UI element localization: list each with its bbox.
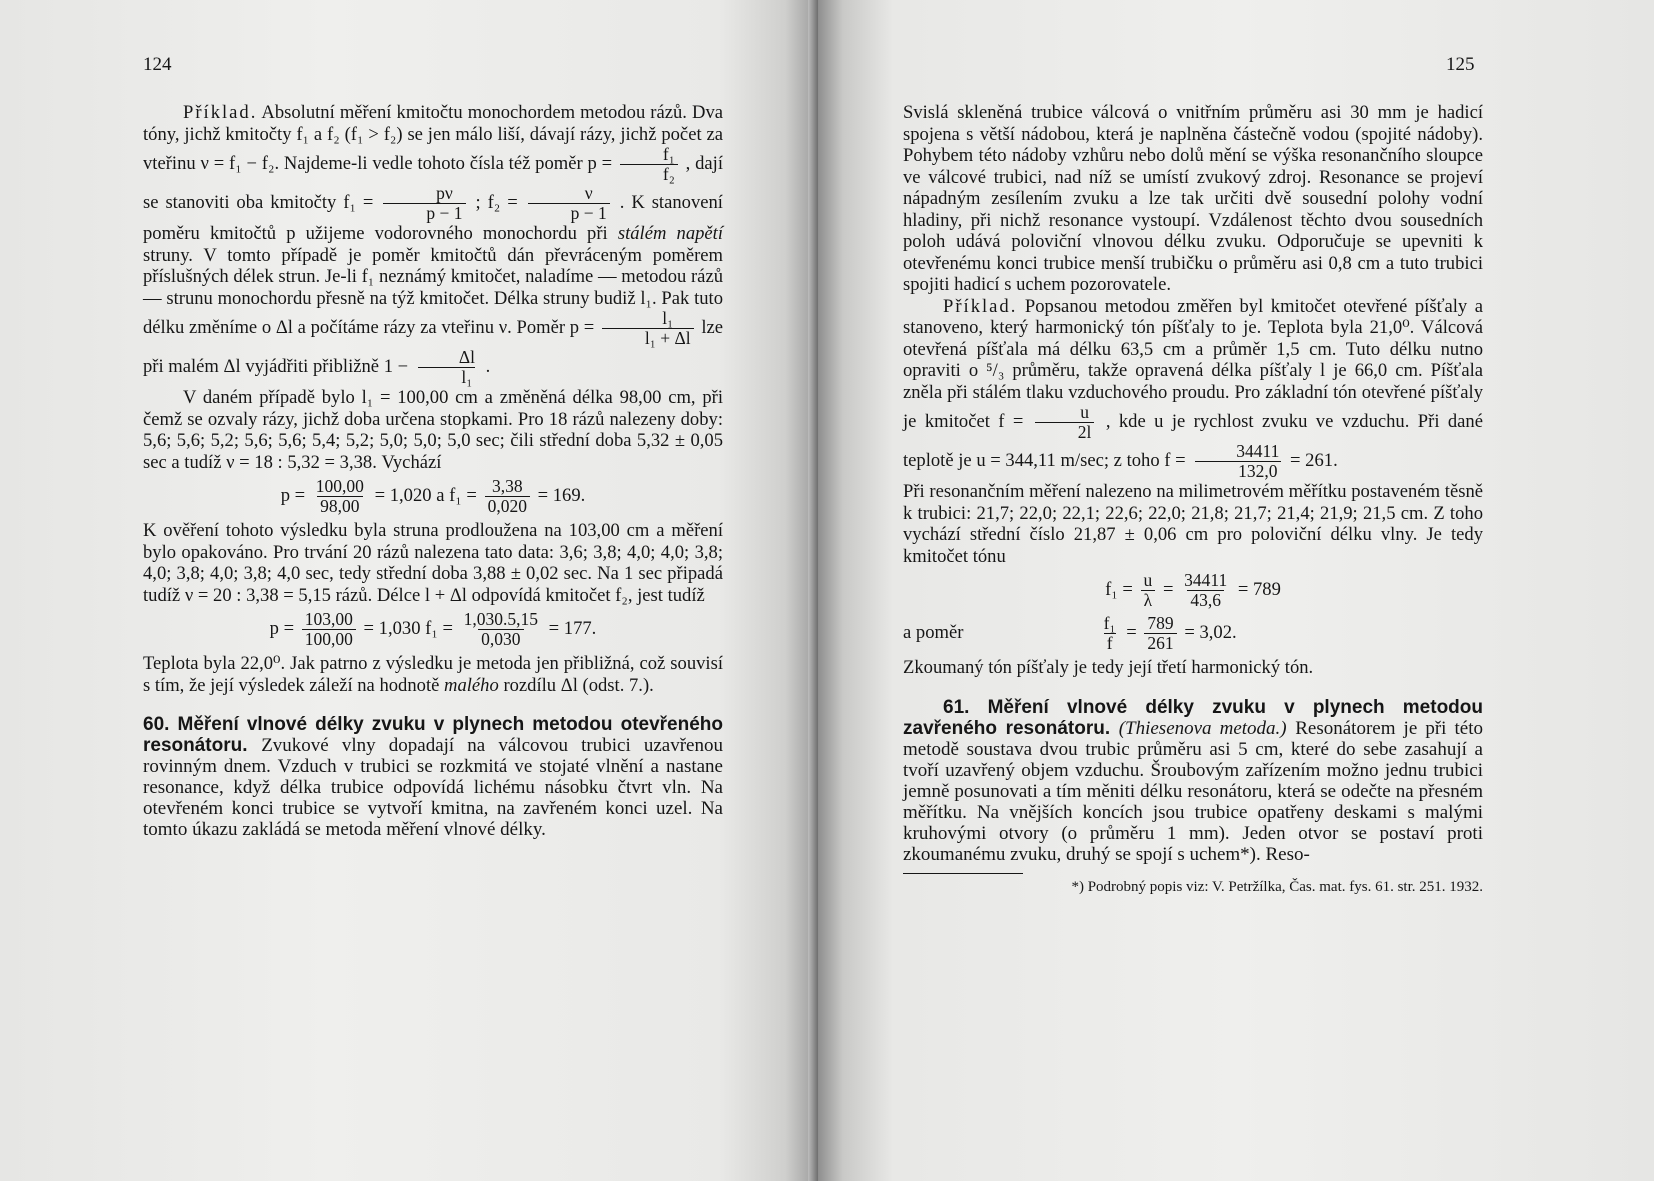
denominator: 100,00 xyxy=(302,629,356,649)
numerator: Δl xyxy=(458,347,475,367)
section-60 xyxy=(143,714,723,840)
numerator: 34411 xyxy=(1184,570,1228,590)
denominator: 132,0 xyxy=(1195,461,1280,481)
formula-f1 xyxy=(343,183,475,223)
denominator: l₁ xyxy=(418,367,475,387)
fraction xyxy=(1144,614,1176,653)
denominator: l₁ + Δl xyxy=(602,328,694,348)
italic-term: malého xyxy=(444,674,499,696)
page-number-right: 125 xyxy=(1446,54,1475,75)
fraction xyxy=(1035,403,1095,442)
fraction xyxy=(1101,614,1119,653)
text-run: Popsanou metodou změřen byl kmitočet otevřené píšťaly a stanoveno, který harmonický tón píšťaly to je. Teplota byla 21,0⁰. Válcová otevřená píšťala má délku 63,5 cm a průměr 1,5 cm. Tuto délku nutno opraviti o ⁵/₃ průměru, takže opravená délka píšťaly l je 66,0 cm. Píšťala zněla při stálém tlaku vzduchového proudu. Pro základní tón otevřené píšťaly je kmitočet xyxy=(903,295,1483,432)
formula-middle: = xyxy=(1126,621,1137,643)
conclusion-paragraph: Zkoumaný tón píšťaly je tedy její třetí harmonický tón. xyxy=(903,657,1314,678)
equation-ratio xyxy=(903,614,1483,653)
fraction xyxy=(461,610,541,649)
numerator: ν xyxy=(584,183,593,203)
formula-ratio-p xyxy=(587,144,685,184)
formula-fundamental xyxy=(998,402,1106,442)
formula-lhs: p = xyxy=(280,484,306,506)
formula-rhs: = 169. xyxy=(537,484,586,506)
example-paragraph xyxy=(143,102,723,387)
section-heading: 60. Měření vlnové délky zvuku v plynech metodou otevřeného resonátoru. xyxy=(143,714,723,756)
formula-lhs: f₁ = xyxy=(343,191,374,213)
formula-f2 xyxy=(475,183,619,223)
denominator: 261 xyxy=(1144,633,1176,653)
text-run: struny. V tomto případě je poměr kmitočtů dán převráceným poměrem příslušných délek strun. Je-li f₁ neznámý kmitočet, naladíme — metodou rázů — strunu monochordu přesně na týž kmitočet. Délka struny budiž l₁. Pak tuto délku změníme o Δl a počítáme rázy za vteřinu ν. Poměr xyxy=(143,244,723,338)
left-page xyxy=(0,0,818,1181)
numerator: f₁ xyxy=(1103,613,1116,633)
page-number-left: 124 xyxy=(143,54,172,75)
example-label: Příklad. xyxy=(183,102,258,123)
fraction xyxy=(485,477,530,516)
footnote-rule xyxy=(903,873,1023,874)
fraction xyxy=(383,184,465,223)
denominator: 43,6 xyxy=(1187,590,1224,610)
text-run: Teplota byla 22,0⁰. Jak patrno z výsledku je metoda jen přibližná, což souvisí s tím, že její výsledek záleží na hodnotě xyxy=(143,653,723,696)
right-page xyxy=(818,0,1654,1181)
temperature-paragraph xyxy=(143,653,723,696)
denominator: 0,020 xyxy=(485,496,530,516)
fraction xyxy=(1193,442,1282,481)
equation-result-177 xyxy=(143,610,723,649)
numerator: 789 xyxy=(1147,613,1174,633)
text-run: , dají se stanoviti oba kmitočty xyxy=(143,152,723,213)
formula-rhs: = 789 xyxy=(1237,578,1281,600)
denominator: f xyxy=(1104,633,1116,653)
formula-middle: = xyxy=(1162,578,1174,600)
formula-approx xyxy=(383,347,486,387)
formula-rhs: = 177. xyxy=(548,617,597,639)
formula-ratio-l xyxy=(569,308,702,348)
formula-lhs: f = xyxy=(1164,449,1186,471)
text-run: rozdílu Δl (odst. 7.). xyxy=(503,674,654,696)
section-text: Zvukové vlny dopadají na válcovou trubici uzavřenou rovinným dnem. Vzduch v trubici se rozkmitá ve stojaté vlnění a nastane resonance, když délka trubice odpovídá lichému násobku čtvrt vln. Na otevřeném konci trubice se vytvoří kmitna, na zavřeném konci uzel. Na tomto úkazu zakládá se metoda měření vlnové délky. xyxy=(143,735,723,840)
denominator: p − 1 xyxy=(528,203,610,223)
formula-lhs: p = xyxy=(569,316,595,338)
right-text-column xyxy=(903,102,1483,896)
denominator: f₂ xyxy=(620,164,678,184)
text-run: . xyxy=(485,355,491,377)
resonance-paragraph: Při resonančním měření nalezeno na milimetrovém měřítku postaveném těsně k trubici: 21,7; 22,0; 22,1; 22,6; 22,0; 21,8; 21,7; 21,4; 21,9; 21,5 cm. Z toho vychází střední číslo 21,87 ± 0,06 cm pro poloviční délku vlny. Je tedy kmitočet tónu xyxy=(903,481,1483,567)
formula-lhs: p = xyxy=(269,617,295,639)
section-heading: 61. Měření vlnové délky zvuku v plynech metodou zavřeného resonátoru. xyxy=(903,696,1483,739)
formula-middle: = 1,030 f₁ = xyxy=(363,617,453,639)
numerator: u xyxy=(1080,402,1089,422)
formula-lhs: f = xyxy=(998,410,1024,432)
formula-lhs: 1 − xyxy=(383,355,409,377)
fraction xyxy=(528,184,610,223)
fraction xyxy=(302,610,356,649)
denominator: λ xyxy=(1141,590,1156,610)
section-text: Resonátorem je při této metodě soustava dvou trubic průměru asi 5 cm, které do sebe zasahují a tvoří uzavřený objem vzduchu. Šroubovým zařízením možno jednu trubici jemně posunovati a tím měniti délku resonátoru, která se odečte na přesném měřítku. Na vnějších koncích jsou trubice opatřeny deskami s malými kruhovými otvory (o průměru 1 mm). Jeden otvor se postaví proti zkoumanému zvuku, druhý se spojí s uchem*). Reso- xyxy=(903,717,1483,865)
numerator: 100,00 xyxy=(315,476,364,496)
footnote: *) Podrobný popis viz: V. Petržílka, Čas. mat. fys. 61. str. 251. 1932. xyxy=(1071,878,1483,895)
formula-f-261 xyxy=(1164,441,1338,481)
measurement-paragraph: V daném případě bylo l₁ = 100,00 cm a změněná délka 98,00 cm, při čemž se ozvaly rázy, jichž doba určena stopkami. Pro 18 rázů nalezeny doby: 5,6; 5,6; 5,2; 5,6; 5,6; 5,4; 5,2; 5,0; 5,0; 5,0 sec; čili střední doba 5,32 ± 0,05 sec a tudíž ν = 18 : 5,32 = 3,38. Vychází xyxy=(143,387,723,473)
formula-rhs: = 261. xyxy=(1290,449,1338,471)
left-text-column xyxy=(143,102,723,840)
equation-label: a poměr xyxy=(903,621,964,643)
fraction xyxy=(602,309,694,348)
numerator: l₁ xyxy=(662,308,674,328)
formula-lhs: ; f₂ = xyxy=(475,191,518,213)
formula-lhs: p = xyxy=(587,152,613,174)
italic-term: stálém napětí xyxy=(617,223,724,244)
equation-f1-789 xyxy=(903,571,1483,610)
example-label: Příklad. xyxy=(943,295,1018,317)
formula-lhs: f₁ = xyxy=(1105,578,1133,600)
text-run: , kde u je rychlost zvuku ve vzduchu. Při dané teplotě je u = 344,11 m/sec; z toho xyxy=(903,410,1483,471)
denominator: 0,030 xyxy=(478,629,523,649)
formula-middle: = 1,020 a f₁ = xyxy=(374,484,477,506)
section-method-name: (Thiesenova metoda.) xyxy=(1118,717,1287,739)
fraction xyxy=(1141,571,1156,610)
text-run: . K stanovení poměru kmitočtů p užijeme vodorovného monochordu při xyxy=(143,191,723,244)
denominator: 2l xyxy=(1035,422,1095,442)
numerator: f₁ xyxy=(662,144,675,164)
numerator: 1,030.5,15 xyxy=(463,609,538,629)
fraction xyxy=(1181,571,1230,610)
text-run: Absolutní měření kmitočtu monochordem metodou rázů. Dva tóny, jichž kmitočty f₁ a f₂ (f₁ > f₂) se jen málo liší, dávají rázy, jichž počet za vteřinu ν = f₁ − f₂. Najdeme-li vedle tohoto čísla též poměr xyxy=(143,102,724,174)
section-61 xyxy=(903,697,1483,865)
equation-result-169 xyxy=(143,477,723,516)
denominator: p − 1 xyxy=(383,203,465,223)
example-paragraph xyxy=(903,296,1483,482)
numerator: pν xyxy=(436,183,453,203)
numerator: 34411 xyxy=(1236,441,1280,461)
fraction xyxy=(416,348,478,387)
numerator: 3,38 xyxy=(491,476,523,496)
verification-paragraph: K ověření tohoto výsledku byla struna prodloužena na 103,00 cm a měření bylo opakováno. Pro trvání 20 rázů nalezena tato data: 3,6; 3,8; 4,0; 4,0; 3,8; 4,0; 3,8; 4,0; 3,8; 4,0 sec, tedy střední doba 3,88 ± 0,02 sec. Na 1 sec připadá tudíž ν = 20 : 3,38 = 5,15 rázů. Délce l + Δl odpovídá kmitočet f₂, jest tudíž xyxy=(143,520,723,606)
denominator: 98,00 xyxy=(317,496,362,516)
text-run: lze při malém Δl vyjádřiti přibližně xyxy=(143,316,723,377)
formula-rhs: = 3,02. xyxy=(1184,621,1237,643)
numerator: u xyxy=(1143,570,1153,590)
fraction xyxy=(620,145,678,184)
fraction xyxy=(313,477,367,516)
apparatus-paragraph: Svislá skleněná trubice válcová o vnitřním průměru asi 30 mm je hadicí spojena s větší nádobou, která je naplněna částečně vodou (spojité nádoby). Pohybem této nádoby vzhůru nebo dolů mění se výška resonančního sloupce ve válcové trubici, nad níž se umístí zvukový zdroj. Resonance se projeví nápadným zesílením zvuku a lze tak určiti dvě sousední polohy vodní hladiny, při nichž resonance vystoupí. Vzdálenost těchto dvou sousedních poloh udává poloviční vlnovou délku zvuku. Odporučuje se upevniti k otevřenému konci trubice menší trubičku o průměru asi 0,8 cm a tuto trubici spojiti hadicí s uchem pozorovatele. xyxy=(903,102,1483,295)
numerator: 103,00 xyxy=(304,609,353,629)
